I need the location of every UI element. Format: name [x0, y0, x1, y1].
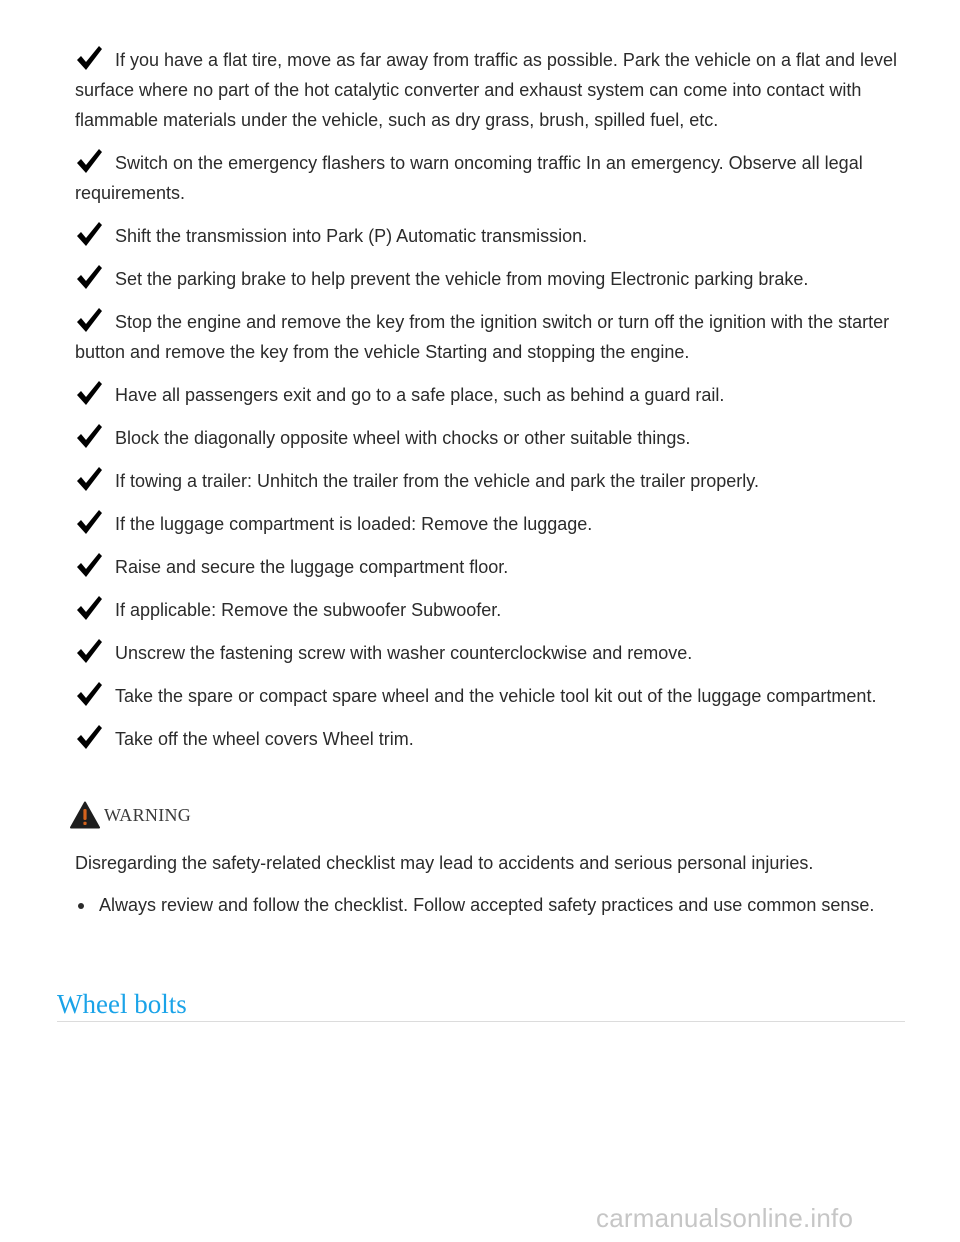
checklist-item-text: Block the diagonally opposite wheel with chocks or other suitable things. [115, 428, 691, 448]
section-divider [57, 1021, 905, 1022]
warning-list-item [99, 890, 889, 921]
checklist [75, 44, 907, 766]
checklist-item-text: Take the spare or compact spare wheel and the vehicle tool kit out of the luggage compartment. [115, 686, 877, 706]
checklist-item [75, 220, 907, 251]
checklist-item-text: If the luggage compartment is loaded: Remove the luggage. [115, 514, 593, 534]
checkmark-icon [75, 379, 103, 407]
checkmark-icon [75, 723, 103, 751]
checkmark-icon [75, 422, 103, 450]
checkmark-icon [75, 263, 103, 291]
warning-text: Disregarding the safety-related checklist may lead to accidents and serious personal injuries. [75, 853, 814, 873]
checklist-item [75, 44, 907, 135]
checklist-item-text: Switch on the emergency flashers to warn oncoming traffic In an emergency. Observe all legal requirements. [75, 153, 863, 203]
checklist-item-text: Stop the engine and remove the key from the ignition switch or turn off the ignition with the starter button and remove the key from the vehicle Starting and stopping the engine. [75, 312, 890, 362]
checklist-item [75, 306, 907, 367]
checklist-item-text: Set the parking brake to help prevent the vehicle from moving Electronic parking brake. [115, 269, 809, 289]
checklist-item-text: Shift the transmission into Park (P) Automatic transmission. [115, 226, 588, 246]
checkmark-icon [75, 220, 103, 248]
bullet-icon [78, 903, 84, 909]
warning-list-item-text: Always review and follow the checklist. Follow accepted safety practices and use common sense. [99, 895, 875, 915]
checklist-item [75, 422, 907, 453]
checklist-item [75, 680, 907, 711]
checklist-item [75, 637, 907, 668]
checklist-item [75, 508, 907, 539]
checklist-item-text: If applicable: Remove the subwoofer Subwoofer. [115, 600, 502, 620]
checkmark-icon [75, 594, 103, 622]
warning-header [70, 798, 910, 832]
checklist-item [75, 147, 907, 208]
warning-triangle-icon [70, 801, 100, 829]
checklist-item [75, 594, 907, 625]
checklist-item-text: If you have a flat tire, move as far away from traffic as possible. Park the vehicle on a flat and level surface where no part of the hot catalytic converter and exhaust system can come into contact with flammable materials under the vehicle, such as dry grass, brush, spilled fuel, etc. [75, 50, 898, 130]
checklist-item [75, 551, 907, 582]
checklist-item [75, 723, 907, 754]
checklist-item [75, 465, 907, 496]
section-heading: Wheel bolts [57, 989, 187, 1019]
warning-block [70, 798, 910, 921]
checklist-item-text: Raise and secure the luggage compartment floor. [115, 557, 509, 577]
checklist-item [75, 379, 907, 410]
checklist-item-text: If towing a trailer: Unhitch the trailer from the vehicle and park the trailer properly. [115, 471, 759, 491]
checkmark-icon [75, 306, 103, 334]
checkmark-icon [75, 637, 103, 665]
warning-list [70, 890, 910, 921]
checkmark-icon [75, 465, 103, 493]
checklist-item [75, 263, 907, 294]
checkmark-icon [75, 680, 103, 708]
checkmark-icon [75, 508, 103, 536]
checkmark-icon [75, 147, 103, 175]
checklist-item-text: Have all passengers exit and go to a safe place, such as behind a guard rail. [115, 385, 725, 405]
checkmark-icon [75, 551, 103, 579]
checkmark-icon [75, 44, 103, 72]
checklist-item-text: Take off the wheel covers Wheel trim. [115, 729, 414, 749]
checklist-item-text: Unscrew the fastening screw with washer counterclockwise and remove. [115, 643, 693, 663]
warning-title: WARNING [104, 804, 192, 825]
watermark: carmanualsonline.info [596, 1203, 854, 1233]
